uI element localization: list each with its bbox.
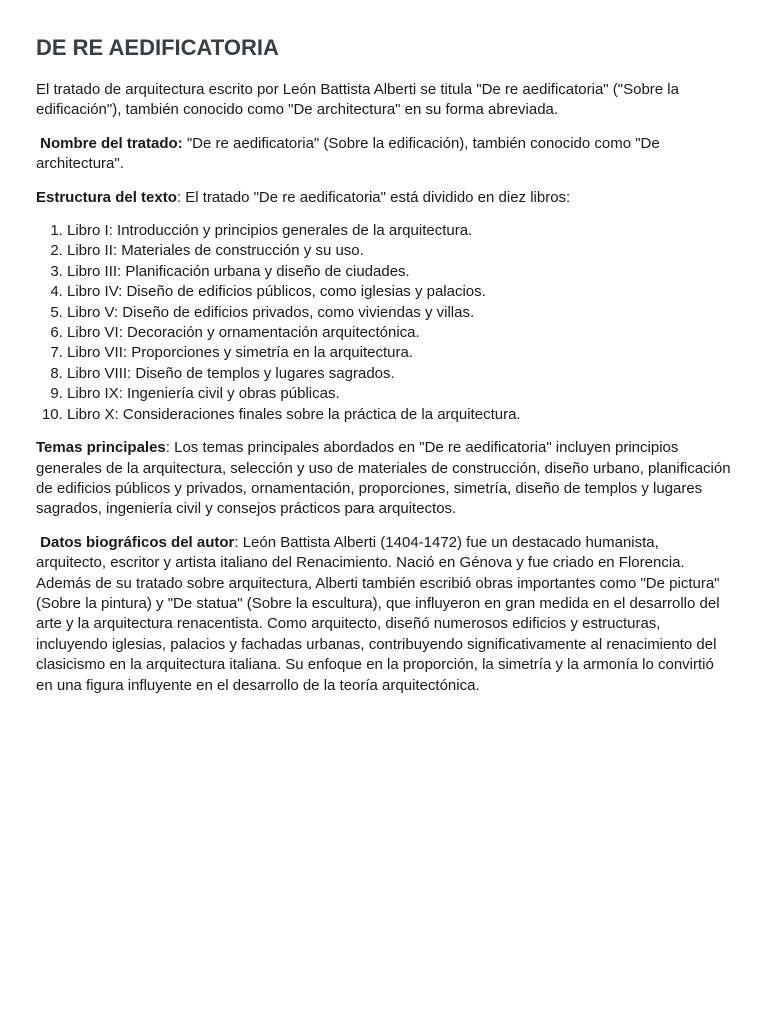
list-item: 9. Libro IX: Ingeniería civil y obras públicas. xyxy=(67,384,732,404)
estructura-text: : El tratado "De re aedificatoria" está dividido en diez libros: xyxy=(176,188,571,206)
list-item: 1. Libro I: Introducción y principios generales de la arquitectura. xyxy=(67,221,732,241)
temas-label: Temas principales xyxy=(36,439,166,457)
list-item: 4. Libro IV: Diseño de edificios públicos, como iglesias y palacios. xyxy=(67,282,732,302)
temas-text: : Los temas principales abordados en "De re aedificatoria" incluyen principios generales de la arquitectura, selección y uso de materiales de construcción, diseño urbano, planificación de edificios públicos y privados, ornamentación, proporciones, simetría, diseño de templos y lugares sagrados, ingeniería civil y consejos prácticos para arquitectos. xyxy=(36,439,731,518)
list-item: 3. Libro III: Planificación urbana y diseño de ciudades. xyxy=(67,262,732,282)
estructura-paragraph xyxy=(36,188,732,208)
nombre-text: "De re aedificatoria" (Sobre la edificación), también conocido como "De architectura". xyxy=(36,134,660,173)
list-item: 6. Libro VI: Decoración y ornamentación arquitectónica. xyxy=(67,323,732,343)
list-item: 7. Libro VII: Proporciones y simetría en la arquitectura. xyxy=(67,343,732,363)
datos-paragraph xyxy=(36,533,732,696)
datos-text: : León Battista Alberti (1404-1472) fue un destacado humanista, arquitecto, escritor y artista italiano del Renacimiento. Nació en Génova y fue criado en Florencia. Además de su tratado sobre arquitectura, Alberti también escribió obras importantes como "De pictura" (Sobre la pintura) y "De statua" (Sobre la escultura), que influyeron en gran medida en el desarrollo del arte y la arquitectura renacentista. Como arquitecto, diseñó numerosos edificios y estructuras, incluyendo iglesias, palacios y fachadas urbanas, contribuyendo significativamente al renacimiento del clasicismo en la arquitectura italiana. Su enfoque en la proporción, la simetría y la armonía lo convirtió en una figura influyente en el desarrollo de la teoría arquitectónica. xyxy=(36,533,720,694)
page-title: DE RE AEDIFICATORIA xyxy=(36,35,279,60)
estructura-label: Estructura del texto xyxy=(36,188,177,206)
list-item: 10. Libro X: Consideraciones finales sobre la práctica de la arquitectura. xyxy=(67,405,732,425)
list-item: 8. Libro VIII: Diseño de templos y lugares sagrados. xyxy=(67,364,732,384)
intro-paragraph: El tratado de arquitectura escrito por León Battista Alberti se titula "De re aedificatoria" ("Sobre la edificación"), también conocido como "De architectura" en su forma abreviada. xyxy=(36,81,679,119)
temas-paragraph xyxy=(36,438,732,520)
books-list xyxy=(36,221,732,425)
nombre-label: Nombre del tratado: xyxy=(40,134,183,152)
nombre-paragraph xyxy=(36,134,732,175)
datos-label: Datos biográficos del autor xyxy=(40,533,235,551)
list-item: 5. Libro V: Diseño de edificios privados, como viviendas y villas. xyxy=(67,303,732,323)
list-item: 2. Libro II: Materiales de construcción y su uso. xyxy=(67,241,732,261)
